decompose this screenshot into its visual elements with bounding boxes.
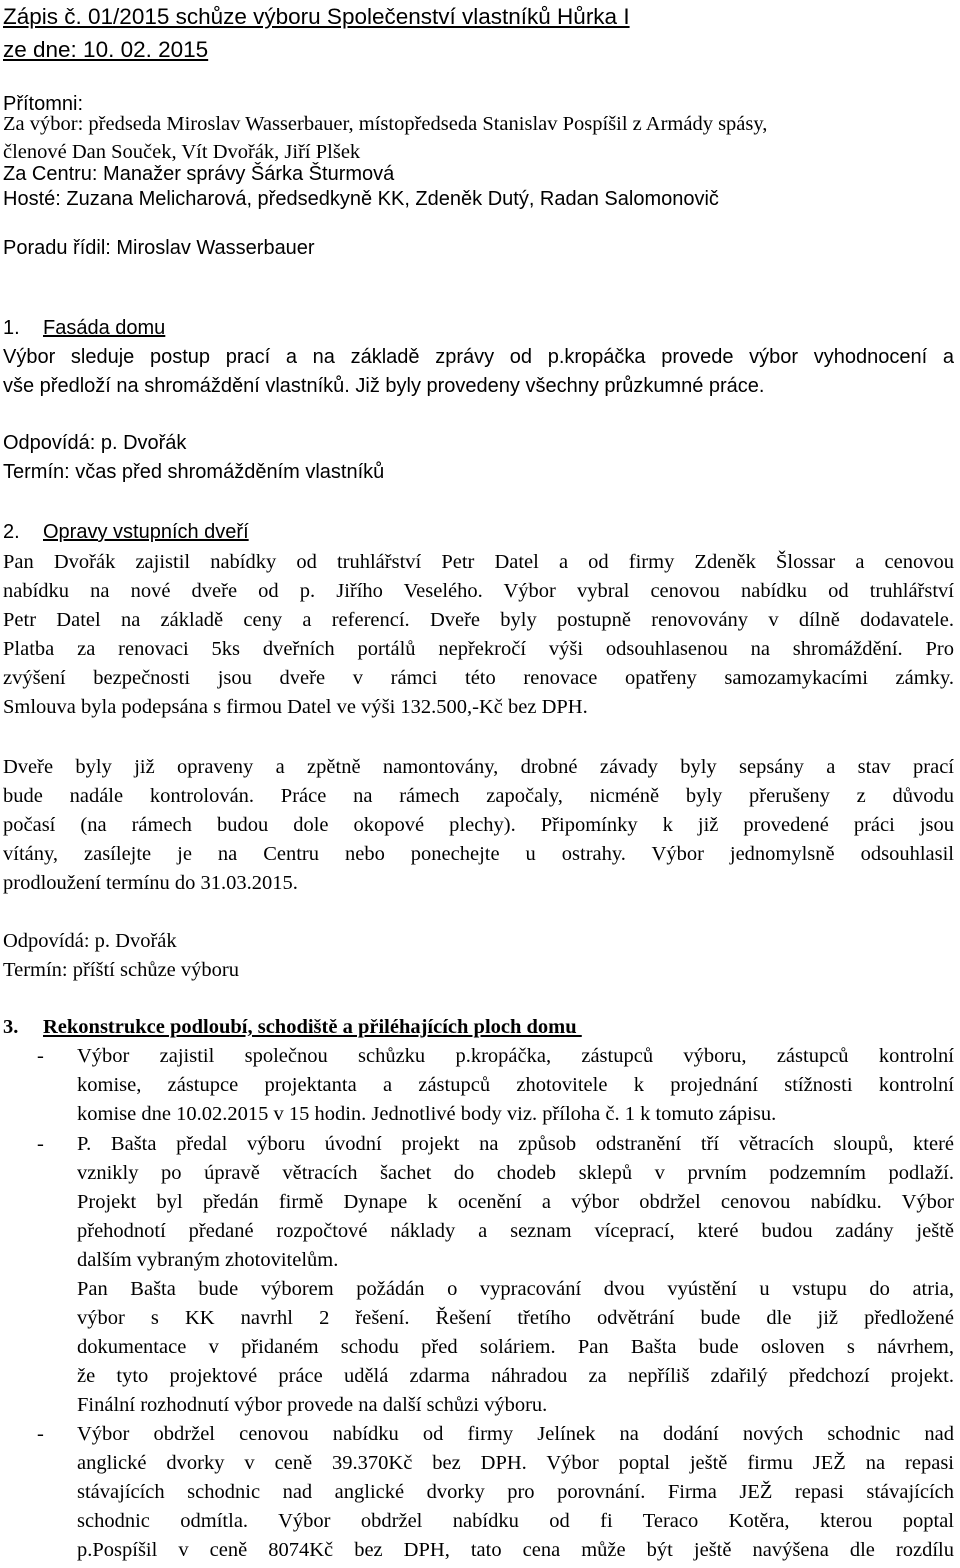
- item3-b1-line: komise dne 10.02.2015 v 15 hodin. Jednotlivé body viz. příloha č. 1 k tomuto zápisu.: [77, 1103, 777, 1125]
- item3-b2-line: Projekt byl předán firmě Dynape k ocenění a výbor obdržel cenovou nabídku. Výbor: [77, 1191, 954, 1213]
- item2-deadline: Termín: příští schůze výboru: [3, 959, 239, 981]
- item3-title: Rekonstrukce podloubí, schodiště a přiléhajících ploch domu: [43, 1016, 582, 1038]
- bullet-dash: -: [37, 1423, 44, 1445]
- document-title: Zápis č. 01/2015 schůze výboru Společenství vlastníků Hůrka I: [3, 4, 630, 29]
- item2-para2-line: Dveře byly již opraveny a zpětně namontovány, drobné závady byly sepsány a stav prací: [3, 756, 954, 778]
- item2-para1-line: Platba za renovaci 5ks dveřních portálů nepřekročí výši odsouhlasenou na shromáždění. Pro: [3, 638, 954, 660]
- item3-b2b-line: Finální rozhodnutí výbor provede na další schůzi výboru.: [77, 1394, 548, 1416]
- item2-responsible: Odpovídá: p. Dvořák: [3, 930, 177, 952]
- item2-para2-line: počasí (na rámech budou dole okopové plechy). Připomínky k již provedené práci jsou: [3, 814, 954, 836]
- item3-b2-line: dalším vybraným zhotovitelům.: [77, 1249, 339, 1271]
- item2-para1-line: zvýšení bezpečnosti jsou dveře v rámci této renovace opatřeny samozamykacími zámky.: [3, 667, 954, 689]
- item3-b2b-line: Pan Bašta bude výborem požádán o vypracování dvou vyústění u vstupu do atria,: [77, 1278, 954, 1300]
- attendance-guests: Hosté: Zuzana Melicharová, předsedkyně KK, Zdeněk Dutý, Radan Salomonovič: [3, 188, 719, 210]
- item2-heading: [3, 518, 249, 547]
- item3-heading: [3, 1013, 582, 1042]
- item2-para1-line: nabídku na nové dveře od p. Jiřího Veselého. Výbor vybral cenovou nabídku od truhlářství: [3, 580, 954, 602]
- item3-b2b-line: že tyto projektové práce udělá zdarma náhradou za nepříliš zdařilý předchozí projekt.: [77, 1365, 954, 1387]
- item1-line: Výbor sleduje postup prací a na základě zprávy od p.kropáčka provede výbor vyhodnocení a: [3, 346, 954, 368]
- item3-b2b-line: dokumentace v přidaném schodu před soláriem. Pan Bašta bude osloven s návrhem,: [77, 1336, 954, 1358]
- item1-number: 1.: [3, 317, 20, 339]
- item2-para2-line: bude nadále kontrolován. Práce na rámech započaly, nicméně byly přerušeny z důvodu: [3, 785, 954, 807]
- attendance-centre: Za Centru: Manažer správy Šárka Šturmová: [3, 163, 395, 185]
- item1-title: Fasáda domu: [43, 317, 166, 339]
- item3-b2-line: P. Bašta předal výboru úvodní projekt na způsob odstranění tří větracích sloupů, které: [77, 1133, 954, 1155]
- item3-b2b-line: výbor s KK navrhl 2 řešení. Řešení třetího odvětrání bude dle již předložené: [77, 1307, 954, 1329]
- item3-b1-line: komise, zástupce projektanta a zástupců zhotovitele k projednání stížnosti kontrolní: [77, 1074, 954, 1096]
- item2-para2-line: prodloužení termínu do 31.03.2015.: [3, 872, 298, 894]
- attendance-committee-line2: členové Dan Souček, Vít Dvořák, Jiří Plšek: [3, 141, 361, 163]
- item3-b2-line: přehodnotí předané rozpočtové náklady a seznam víceprací, které budou zadány ještě: [77, 1220, 954, 1242]
- item3-b3-line: stávajících schodnic nad anglické dvorky pro porovnání. Firma JEŽ repasi stávajících: [77, 1481, 954, 1503]
- attendance-committee-line1: Za výbor: předseda Miroslav Wasserbauer, místopředseda Stanislav Pospíšil z Armády spásy,: [3, 113, 768, 135]
- item3-b2-line: vznikly po úpravě větracích šachet do chodeb sklepů v prvním podzemním podlaží.: [77, 1162, 954, 1184]
- meeting-date: ze dne: 10. 02. 2015: [3, 37, 209, 62]
- item3-b3-line: p.Pospíšil v ceně 8074Kč bez DPH, tato cena může být ještě navýšena dle rozdílu: [77, 1539, 954, 1561]
- item1-responsible: Odpovídá: p. Dvořák: [3, 432, 187, 454]
- item1-line: vše předloží na shromáždění vlastníků. Již byly provedeny všechny průzkumné práce.: [3, 375, 765, 397]
- item2-para1-line: Petr Datel na základě ceny a referencí. Dveře byly postupně renovovány v dílně dodavatele.: [3, 609, 954, 631]
- item3-b3-line: anglické dvorky v ceně 39.370Kč bez DPH. Výbor poptal ještě firmu JEŽ na repasi: [77, 1452, 954, 1474]
- item2-para1-line: Smlouva byla podepsána s firmou Datel ve výši 132.500,-Kč bez DPH.: [3, 696, 588, 718]
- item3-b1-line: Výbor zajistil společnou schůzku p.kropáčka, zástupců výboru, zástupců kontrolní: [77, 1045, 954, 1067]
- item2-para1-line: Pan Dvořák zajistil nabídky od truhlářství Petr Datel a od firmy Zdeněk Šlossar a cenovou: [3, 551, 954, 573]
- attendance-label: Přítomni:: [3, 93, 84, 115]
- item2-para2-line: vítány, zasílejte je na Centru nebo ponechejte u ostrahy. Výbor jednomylsně odsouhlasil: [3, 843, 954, 865]
- item3-b3-line: Výbor obdržel cenovou nabídku od firmy Jelínek na dodání nových schodnic nad: [77, 1423, 954, 1445]
- bullet-dash: -: [37, 1045, 44, 1067]
- item3-number: 3.: [3, 1016, 19, 1038]
- item2-title: Opravy vstupních dveří: [43, 521, 249, 543]
- item2-number: 2.: [3, 521, 20, 543]
- meeting-chair: Poradu řídil: Miroslav Wasserbauer: [3, 237, 315, 259]
- bullet-dash: -: [37, 1133, 44, 1155]
- item1-deadline: Termín: včas před shromážděním vlastníků: [3, 461, 385, 483]
- item3-b3-line: schodnic odmítla. Výbor obdržel nabídku od fi Teraco Kotěra, kterou poptal: [77, 1510, 954, 1532]
- item1-heading: [3, 314, 165, 343]
